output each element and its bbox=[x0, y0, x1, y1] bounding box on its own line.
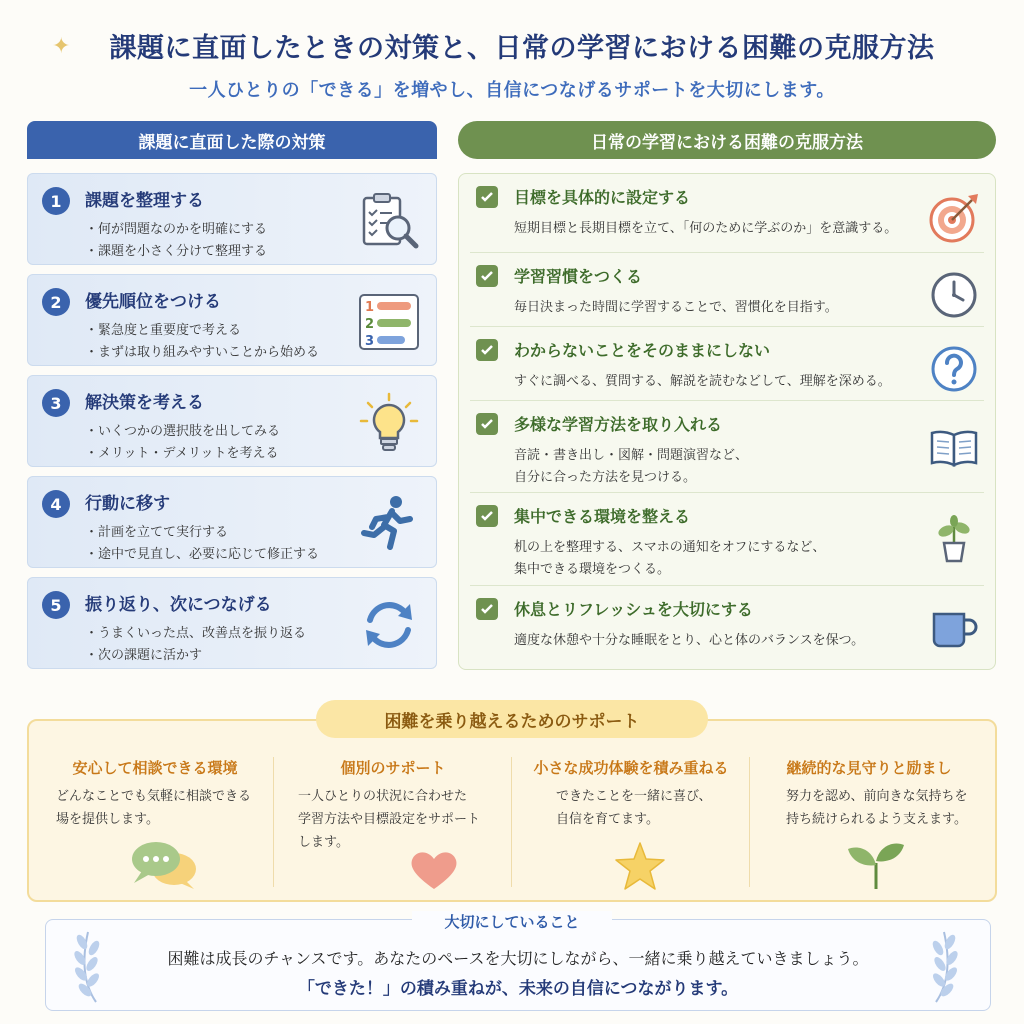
support-item-title: 安心して相談できる環境 bbox=[72, 759, 238, 777]
method-title: 学習習慣をつくる bbox=[514, 267, 643, 286]
method-description: 自分に合った方法を見つける。 bbox=[514, 470, 697, 485]
checkmark-icon bbox=[476, 186, 498, 208]
divider bbox=[470, 585, 984, 586]
checkmark-icon bbox=[476, 413, 498, 435]
support-text-line: 努力を認め、前向きな気持ちを bbox=[786, 789, 968, 804]
step-point: ・計画を立てて実行する bbox=[85, 525, 229, 540]
support-text-line: 一人ひとりの状況に合わせた bbox=[298, 789, 468, 804]
list-number: 1 bbox=[365, 300, 375, 315]
laurel-right-icon bbox=[926, 926, 962, 1004]
method-title: 目標を具体的に設定する bbox=[514, 188, 691, 207]
step-point: ・途中で見直し、必要に応じて修正する bbox=[85, 547, 320, 562]
page-title: 課題に直面したときの対策と、日常の学習における困難の克服方法 bbox=[109, 33, 935, 64]
clipboard-magnifier-icon bbox=[358, 190, 420, 252]
step-card-4 bbox=[27, 476, 437, 568]
support-item-title: 小さな成功体験を積み重ねる bbox=[533, 759, 729, 777]
support-item-title: 個別のサポート bbox=[340, 759, 446, 777]
support-text-line: 自信を育てます。 bbox=[556, 812, 659, 827]
potted-plant-icon bbox=[928, 513, 980, 565]
step-title: 優先順位をつける bbox=[85, 292, 221, 312]
method-title: 多様な学習方法を取り入れる bbox=[514, 415, 723, 434]
method-description: 音読・書き出し・図解・問題演習など、 bbox=[514, 448, 749, 463]
step-title: 振り返り、次につなげる bbox=[85, 595, 272, 615]
step-point: ・いくつかの選択肢を出してみる bbox=[85, 424, 281, 439]
checkmark-icon bbox=[476, 598, 498, 620]
step-point: ・うまくいった点、改善点を振り返る bbox=[85, 626, 307, 641]
values-message: 困難は成長のチャンスです。あなたのペースを大切にしながら、一緒に乗り越えていきましょう。 bbox=[167, 949, 869, 968]
step-point: ・メリット・デメリットを考える bbox=[85, 446, 279, 461]
mug-icon bbox=[928, 602, 980, 654]
step-card-5 bbox=[27, 577, 437, 669]
support-text-line: 場を提供します。 bbox=[56, 812, 159, 827]
checkmark-icon bbox=[476, 505, 498, 527]
support-item-1 bbox=[36, 757, 274, 897]
divider bbox=[470, 492, 984, 493]
method-title: わからないことをそのままにしない bbox=[514, 341, 771, 360]
method-description: 適度な休憩や十分な睡眠をとり、心と体のバランスを保つ。 bbox=[514, 633, 865, 648]
target-icon bbox=[928, 192, 980, 244]
star-icon bbox=[614, 841, 666, 891]
list-number: 2 bbox=[365, 317, 375, 332]
sparkle-icon: ✦ bbox=[52, 34, 71, 59]
support-text-line: できたことを一緒に喜び、 bbox=[556, 789, 712, 804]
support-text-line: 学習方法や目標設定をサポート bbox=[298, 812, 481, 827]
heart-icon bbox=[410, 849, 458, 891]
method-description: 集中できる環境をつくる。 bbox=[514, 562, 671, 577]
checkmark-icon bbox=[476, 265, 498, 287]
method-title: 集中できる環境を整える bbox=[514, 507, 691, 526]
step-number: 1 bbox=[42, 187, 70, 215]
running-person-icon bbox=[358, 493, 420, 555]
support-item-title: 継続的な見守りと励まし bbox=[786, 759, 952, 777]
refresh-cycle-icon bbox=[358, 594, 420, 656]
support-text-line: どんなことでも気軽に相談できる bbox=[56, 789, 252, 804]
checkmark-icon bbox=[476, 339, 498, 361]
priority-list-icon bbox=[358, 291, 420, 353]
step-number: 2 bbox=[42, 288, 70, 316]
sprout-icon bbox=[846, 839, 906, 891]
step-point: ・緊急度と重要度で考える bbox=[85, 323, 242, 338]
clock-icon bbox=[928, 269, 980, 321]
divider bbox=[470, 326, 984, 327]
divider bbox=[470, 400, 984, 401]
support-text-line: します。 bbox=[298, 835, 349, 850]
list-number: 3 bbox=[365, 334, 375, 349]
step-point: ・課題を小さく分けて整理する bbox=[85, 244, 268, 259]
step-title: 課題を整理する bbox=[85, 191, 204, 211]
step-number: 3 bbox=[42, 389, 70, 417]
lightbulb-icon bbox=[358, 392, 420, 454]
step-card-1 bbox=[27, 173, 437, 265]
support-text-line: 持ち続けられるよう支えます。 bbox=[786, 812, 967, 827]
method-description: 毎日決まった時間に学習することで、習慣化を目指す。 bbox=[514, 300, 838, 315]
support-item-2 bbox=[274, 757, 512, 897]
right-section-heading: 日常の学習における困難の克服方法 bbox=[458, 121, 996, 159]
step-title: 行動に移す bbox=[85, 494, 170, 514]
method-description: 机の上を整理する、スマホの通知をオフにするなど、 bbox=[514, 540, 826, 555]
step-card-2 bbox=[27, 274, 437, 366]
step-number: 5 bbox=[42, 591, 70, 619]
support-item-4 bbox=[750, 757, 988, 897]
step-point: ・何が問題なのかを明確にする bbox=[85, 222, 268, 237]
open-book-icon bbox=[928, 423, 980, 475]
method-description: すぐに調べる、質問する、解説を読むなどして、理解を深める。 bbox=[514, 374, 891, 389]
method-title: 休息とリフレッシュを大切にする bbox=[514, 600, 753, 619]
step-point: ・次の課題に活かす bbox=[85, 648, 203, 663]
method-description: 短期目標と長期目標を立て、「何のために学ぶのか」を意識する。 bbox=[514, 221, 898, 236]
step-point: ・まずは取り組みやすいことから始める bbox=[85, 345, 320, 360]
values-heading: 大切にしていること bbox=[412, 911, 612, 935]
support-item-3 bbox=[512, 757, 750, 897]
step-title: 解決策を考える bbox=[85, 393, 204, 413]
chat-bubbles-icon bbox=[130, 837, 200, 891]
divider bbox=[470, 252, 984, 253]
support-heading: 困難を乗り越えるためのサポート bbox=[316, 700, 708, 738]
question-icon bbox=[928, 343, 980, 395]
step-number: 4 bbox=[42, 490, 70, 518]
left-section-heading: 課題に直面した際の対策 bbox=[27, 121, 437, 159]
page-subtitle: 一人ひとりの「できる」を増やし、自信につなげるサポートを大切にします。 bbox=[189, 80, 835, 101]
step-card-3 bbox=[27, 375, 437, 467]
values-emphasis: 「できた！」の積み重ねが、未来の自信につながります。 bbox=[297, 979, 739, 999]
